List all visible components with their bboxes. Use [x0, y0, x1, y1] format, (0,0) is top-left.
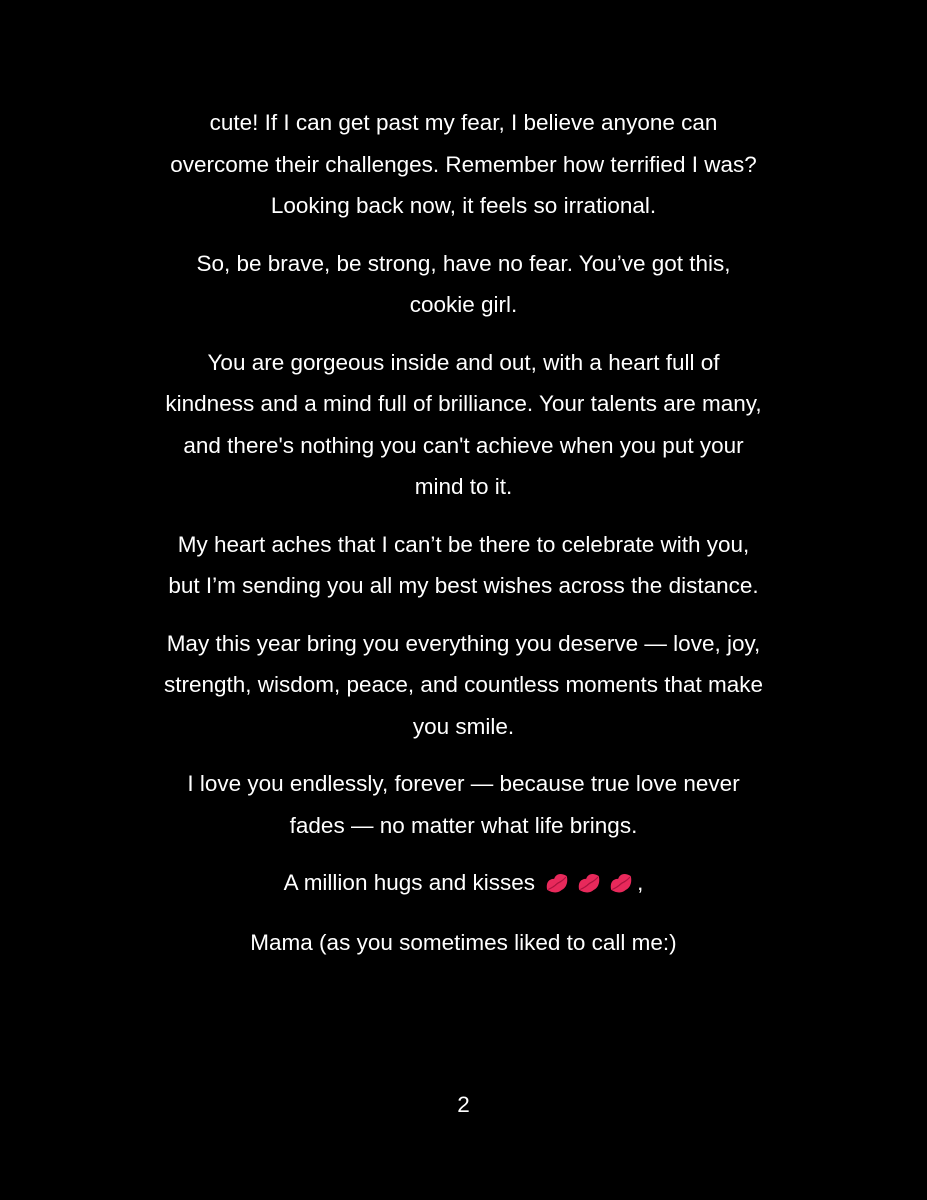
text-line: So, be brave, be strong, have no fear. You’ve got this, [196, 250, 731, 276]
paragraph-heart-aches [130, 524, 797, 607]
paragraph-gorgeous [130, 342, 797, 508]
text-line: Looking back now, it feels so irrational. [270, 193, 657, 218]
text-line: kindness and a mind full of brilliance. Your talents are many, [165, 391, 762, 416]
text-line: you smile. [412, 713, 515, 739]
page-number: 2 [457, 1092, 470, 1117]
closing-line [130, 862, 797, 904]
letter-body [130, 102, 797, 979]
kiss-mark-icon [543, 871, 571, 895]
paragraph-be-brave [130, 243, 797, 326]
text-line: You are gorgeous inside and out, with a heart full of [207, 349, 720, 375]
text-line: cute! If I can get past my fear, I believe anyone can [209, 110, 718, 135]
text-line: mind to it. [414, 474, 513, 499]
paragraph-love-you [130, 763, 797, 846]
text-line: overcome their challenges. Remember how terrified I was? [170, 151, 757, 177]
text-line: My heart aches that I can’t be there to celebrate with you, [177, 531, 750, 557]
closing-text: A million hugs and kisses [283, 870, 536, 895]
text-line: fades — no matter what life brings. [289, 812, 638, 838]
text-line: cookie girl. [409, 292, 518, 317]
paragraph-this-year [130, 623, 797, 748]
text-line: and there's nothing you can't achieve when you put your [183, 432, 744, 458]
kiss-mark-icon [575, 871, 603, 895]
signature-text: Mama (as you sometimes liked to call me:) [250, 929, 677, 955]
paragraph-fear [130, 102, 797, 227]
text-line: I love you endlessly, forever — because true love never [187, 771, 740, 796]
kiss-icons [541, 862, 637, 904]
text-line: strength, wisdom, peace, and countless moments that make [163, 672, 764, 697]
text-line: May this year bring you everything you deserve — love, joy, [166, 630, 761, 656]
signature [130, 922, 797, 964]
closing-punctuation: , [637, 870, 644, 895]
kiss-mark-icon [607, 871, 635, 895]
text-line: but I’m sending you all my best wishes across the distance. [168, 573, 759, 598]
